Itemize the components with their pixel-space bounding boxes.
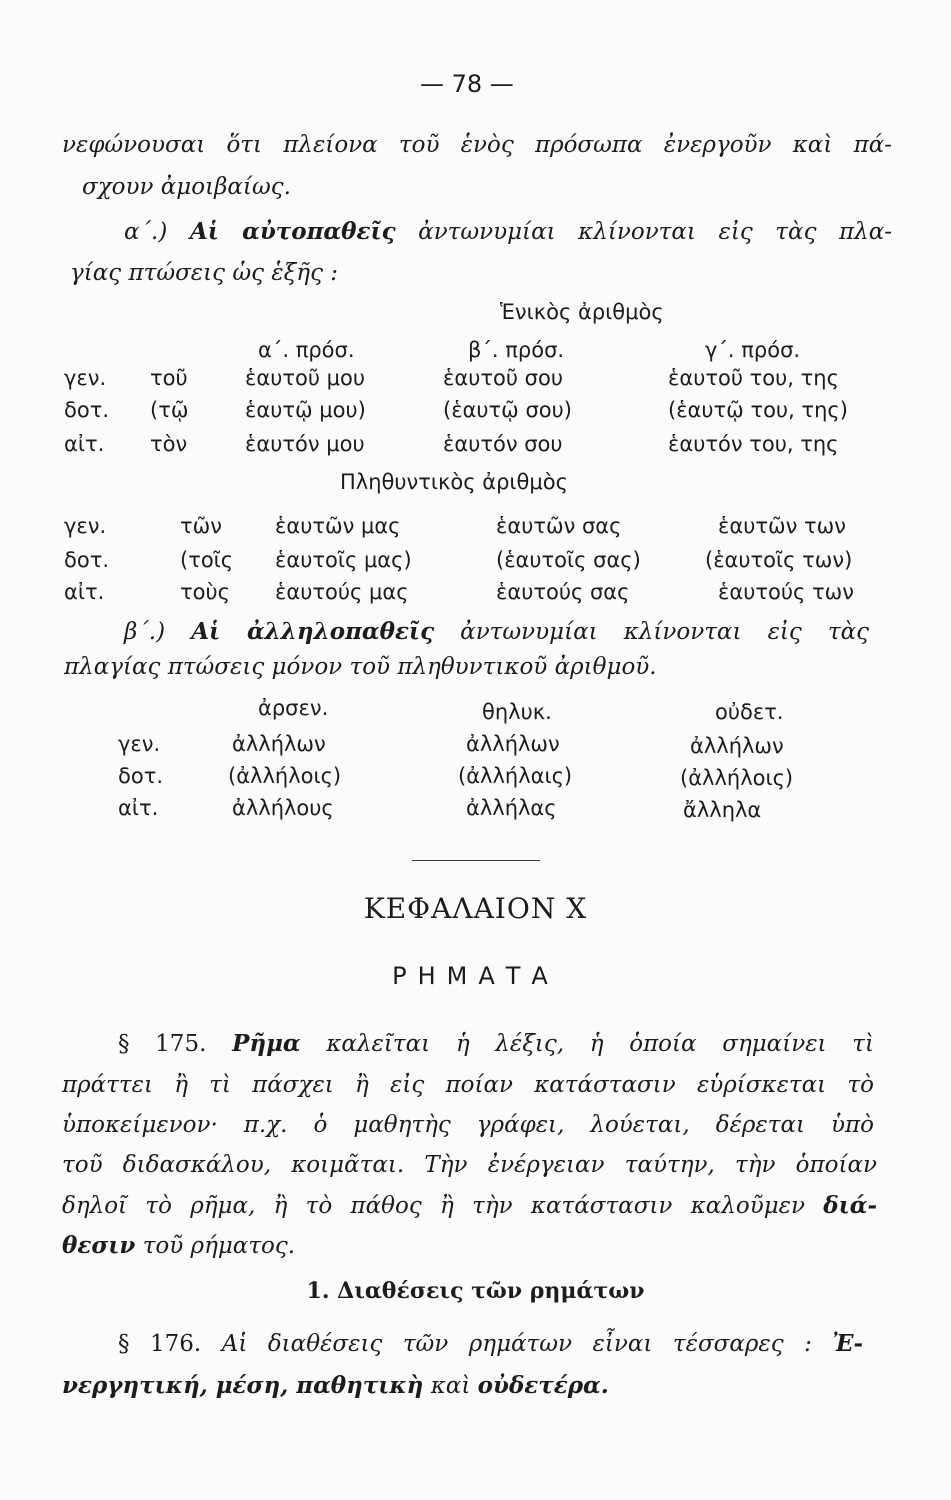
- para-176-rest: Αἱ διαθέσεις τῶν ρημάτων εἶναι τέσσαρες :: [221, 1331, 812, 1357]
- section-b-line-1: [124, 618, 869, 645]
- subheading: 1. Διαθέσεις τῶν ρημάτων: [306, 1278, 645, 1304]
- section-b-rest: ἀντωνυμίαι κλίνονται εἰς τὰς: [460, 619, 870, 645]
- pl-row-1-p1: ἑαυτῶν μας: [275, 514, 401, 538]
- para-175-line-2: πράττει ἢ τὶ πάσχει ἢ εἰς ποίαν κατάστασιν εὑρίσκεται τὸ: [62, 1072, 874, 1098]
- para-175-line-5-text: δηλοῖ τὸ ρῆμα, ἢ τὸ πάθος ἢ τὴν κατάστασιν καλοῦμεν: [62, 1193, 805, 1219]
- sg-row-1-p2: ἑαυτοῦ σου: [443, 366, 563, 390]
- recip-row-1-f: ἀλλήλων: [466, 732, 560, 756]
- section-a-line-2: γίας πτώσεις ὡς ἑξῆς :: [70, 260, 339, 286]
- para-175-line-6-rest: τοῦ ρήματος.: [142, 1233, 296, 1259]
- recip-row-1-case: γεν.: [118, 732, 161, 756]
- sg-row-2-case: δοτ.: [64, 398, 110, 422]
- sg-row-2-p2: (ἑαυτῷ σου): [443, 398, 572, 422]
- recip-row-1-n: ἀλλήλων: [690, 734, 784, 758]
- recip-row-3-m: ἀλλήλους: [232, 796, 334, 820]
- para-175-rest: καλεῖται ἡ λέξις, ἡ ὁποία σημαίνει τὶ: [326, 1031, 874, 1057]
- recip-row-3-n: ἄλληλα: [683, 798, 762, 822]
- sg-row-2-p1: ἑαυτῷ μου): [245, 398, 366, 422]
- para-176-and: καὶ: [430, 1373, 471, 1399]
- recip-row-3-case: αἰτ.: [118, 796, 159, 820]
- pl-row-3-p1: ἑαυτούς μας: [275, 580, 409, 604]
- pl-row-1-p3: ἑαυτῶν των: [718, 514, 846, 538]
- para-176-line-2: [62, 1372, 892, 1399]
- para-175-line-3: ὑποκείμενον· π.χ. ὁ μαθητὴς γράφει, λούεται, δέρεται ὑπὸ: [62, 1112, 874, 1138]
- pl-row-3-case: αἰτ.: [64, 580, 105, 604]
- sg-row-1-p3: ἑαυτοῦ του, της: [668, 366, 839, 390]
- para-176-terms: νεργητική, μέση, παθητικὴ: [62, 1372, 424, 1399]
- pl-row-2-p1: ἑαυτοῖς μας): [275, 548, 412, 572]
- chapter-title: ΚΕΦΑΛΑΙΟΝ X: [363, 892, 588, 925]
- sg-row-1-p1: ἑαυτοῦ μου: [245, 366, 366, 390]
- page-number: — 78 —: [420, 70, 514, 98]
- pl-row-3-p2: ἑαυτούς σας: [496, 580, 630, 604]
- singular-heading: Ἑνικὸς ἀριθμὸς: [500, 300, 664, 324]
- singular-col-2: β΄. πρόσ.: [468, 338, 565, 362]
- recip-row-3-f: ἀλλήλας: [466, 796, 557, 820]
- chapter-subtitle: ΡΗΜΑΤΑ: [392, 962, 559, 990]
- pl-row-2-p2: (ἑαυτοῖς σας): [496, 548, 641, 572]
- section-a-label: α΄.): [124, 219, 168, 245]
- para-175-line-5: [62, 1192, 877, 1219]
- recip-col-n: οὐδετ.: [715, 700, 784, 724]
- sg-row-3-p1: ἑαυτόν μου: [245, 432, 365, 456]
- pl-row-3-p3: ἑαυτούς των: [718, 580, 854, 604]
- sg-row-3-p2: ἑαυτόν σου: [443, 432, 563, 456]
- recip-row-1-m: ἀλλήλων: [232, 732, 326, 756]
- recip-col-f: θηλυκ.: [482, 700, 552, 724]
- sg-row-3-case: αἰτ.: [64, 432, 105, 456]
- para-176-last-term: οὐδετέρα.: [477, 1372, 609, 1399]
- pl-row-1-art: τῶν: [180, 514, 222, 538]
- sg-row-2-p3: (ἑαυτῷ του, της): [668, 398, 848, 422]
- singular-col-1: α΄. πρόσ.: [258, 338, 355, 362]
- singular-col-3: γ΄. πρόσ.: [705, 338, 801, 362]
- section-a-term: Αἱ αὐτοπαθεῖς: [189, 218, 396, 245]
- para-175-term-diathesis: διά-: [823, 1192, 877, 1219]
- pl-row-2-p3: (ἑαυτοῖς των): [705, 548, 853, 572]
- recip-row-2-f: (ἀλλήλαις): [458, 764, 573, 788]
- para-175-line-4: τοῦ διδασκάλου, κοιμᾶται. Τὴν ἐνέργειαν ταύτην, τὴν ὁποίαν: [62, 1152, 877, 1178]
- para-175-line-6: [62, 1232, 892, 1259]
- recip-row-2-m: (ἀλλήλοις): [228, 764, 342, 788]
- recip-row-2-n: (ἀλλήλοις): [680, 766, 794, 790]
- para-176-number: § 176.: [118, 1331, 202, 1357]
- sg-row-1-case: γεν.: [64, 366, 107, 390]
- intro-line-1: νεφώνουσαι ὅτι πλείονα τοῦ ἑνὸς πρόσωπα ἐνεργοῦν καὶ πά-: [62, 132, 892, 158]
- plural-heading: Πληθυντικὸς ἀριθμὸς: [340, 470, 568, 494]
- section-b-line-2: πλαγίας πτώσεις μόνον τοῦ πληθυντικοῦ ἀριθμοῦ.: [64, 654, 657, 680]
- sg-row-1-art: τοῦ: [150, 366, 188, 390]
- pl-row-3-art: τοὺς: [180, 580, 230, 604]
- section-a-line-1: [124, 218, 892, 245]
- pl-row-2-art: (τοῖς: [180, 548, 234, 572]
- para-176-term-start: Ἐ-: [832, 1330, 864, 1357]
- para-175-term: Ρῆμα: [232, 1030, 301, 1057]
- sg-row-3-art: τὸν: [150, 432, 188, 456]
- pl-row-2-case: δοτ.: [64, 548, 110, 572]
- para-176-line-1: [118, 1330, 863, 1357]
- sg-row-2-art: (τῷ: [150, 398, 189, 422]
- para-175-number: § 175.: [118, 1031, 207, 1057]
- para-175-line-1: [118, 1030, 874, 1057]
- pl-row-1-p2: ἑαυτῶν σας: [496, 514, 622, 538]
- recip-col-m: ἀρσεν.: [258, 696, 329, 720]
- intro-line-2: σχουν ἀμοιβαίως.: [82, 174, 291, 200]
- para-175-term-thesin: θεσιν: [62, 1232, 136, 1259]
- pl-row-1-case: γεν.: [64, 514, 107, 538]
- section-b-term: Αἱ ἀλληλοπαθεῖς: [191, 618, 435, 645]
- recip-row-2-case: δοτ.: [118, 764, 164, 788]
- section-b-label: β΄.): [124, 619, 166, 645]
- sg-row-3-p3: ἑαυτόν του, της: [668, 432, 839, 456]
- section-divider: [412, 860, 540, 861]
- section-a-rest: ἀντωνυμίαι κλίνονται εἰς τὰς πλα-: [418, 219, 893, 245]
